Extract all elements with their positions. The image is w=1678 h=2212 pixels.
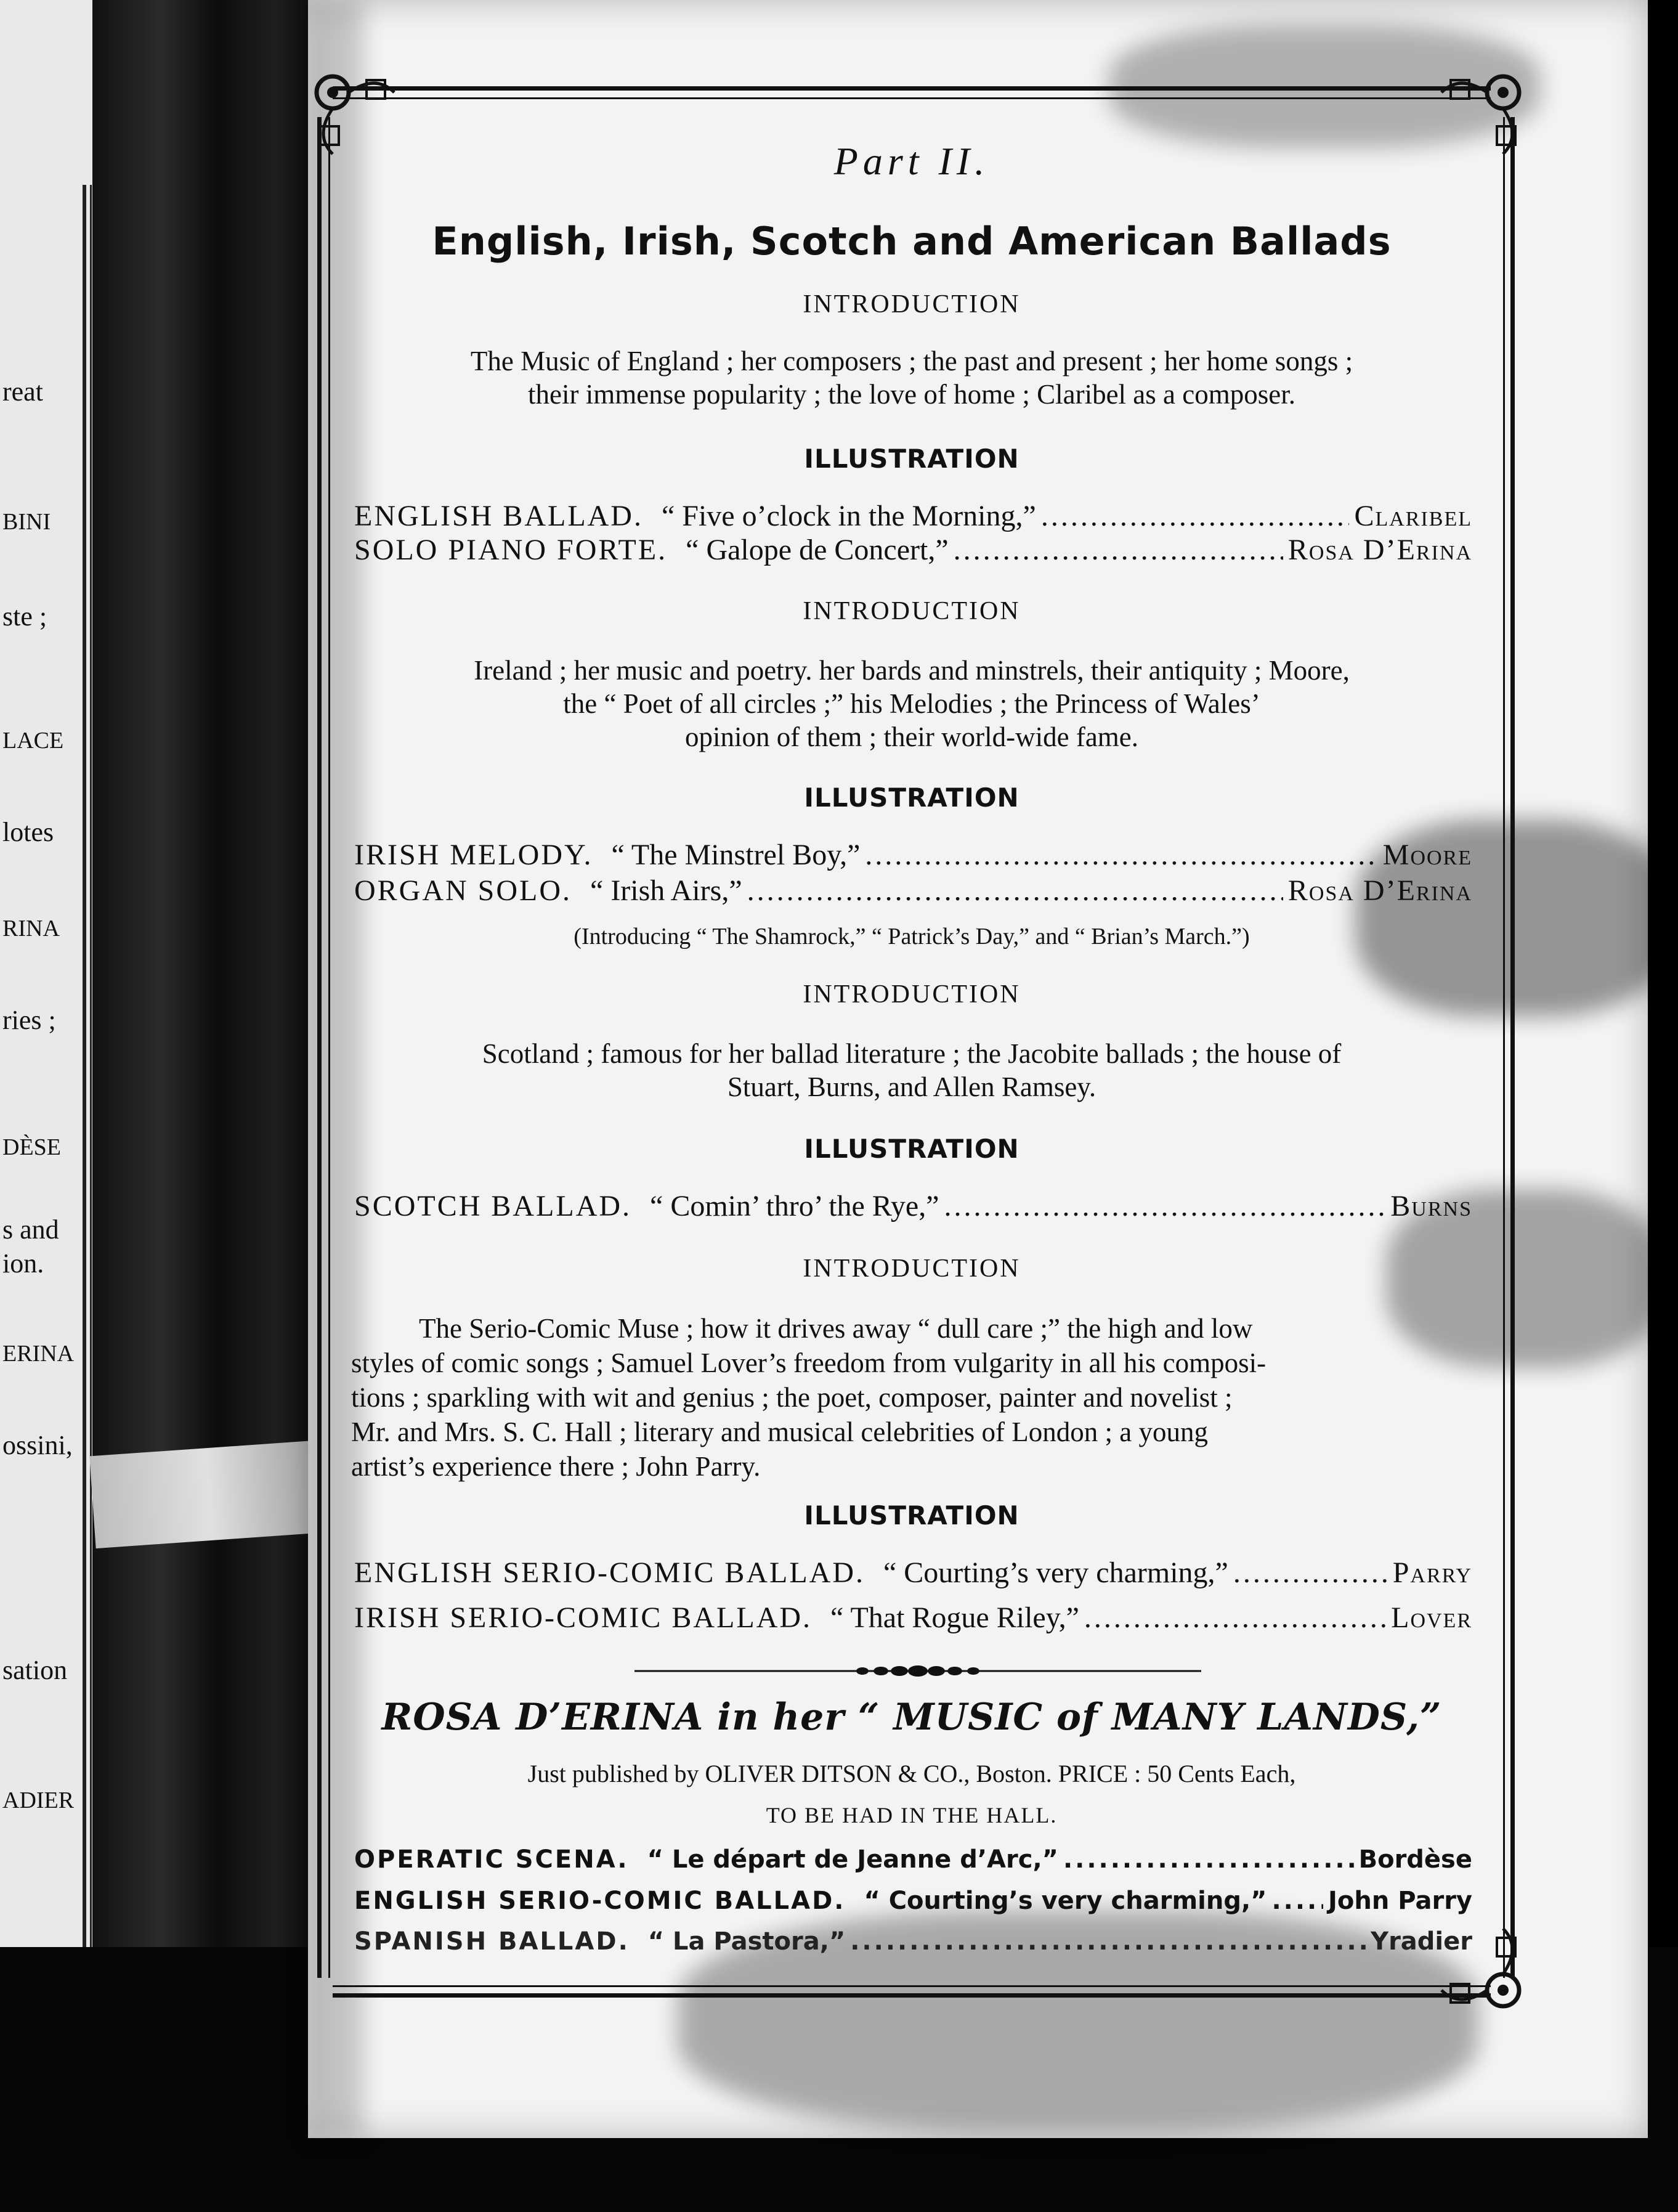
introduction-heading: INTRODUCTION xyxy=(803,980,1021,1009)
left-page-fragment-text: BINI xyxy=(2,509,51,535)
left-page-fragment-text: LACE xyxy=(2,728,64,754)
leader-dots xyxy=(850,1927,1366,1956)
left-page-fragment-text: s and xyxy=(2,1214,59,1245)
left-page-fragment-text: ion. xyxy=(2,1248,44,1279)
leader-dots xyxy=(747,874,1283,908)
item-kind: ENGLISH SERIO-COMIC BALLAD. xyxy=(354,1556,865,1589)
part-title: Part II. xyxy=(833,139,990,183)
leader-dots xyxy=(1271,1887,1323,1915)
illustration-heading: ILLUSTRATION xyxy=(804,1500,1019,1531)
item-kind: OPERATIC SCENA. xyxy=(354,1845,629,1874)
item-song: “ That Rogue Riley,” xyxy=(830,1601,1079,1634)
item-kind: SOLO PIANO FORTE. xyxy=(354,534,668,566)
program-item xyxy=(354,499,1472,533)
program-item xyxy=(354,838,1472,872)
advert-item xyxy=(354,1927,1472,1956)
item-song: “ Galope de Concert,” xyxy=(686,534,949,566)
leader-dots xyxy=(1084,1601,1386,1635)
item-composer: Rosa D’Erina xyxy=(1287,874,1472,907)
leader-dots xyxy=(944,1189,1386,1223)
item-composer: Burns xyxy=(1390,1190,1472,1222)
tape-strip xyxy=(89,1440,330,1548)
intro-text-line: tions ; sparkling with wit and genius ; the poet, composer, painter and novelist ; xyxy=(351,1382,1233,1413)
item-kind: ENGLISH BALLAD. xyxy=(354,500,643,532)
left-page-fragment-text: sation xyxy=(2,1655,68,1685)
intro-text-line: Stuart, Burns, and Allen Ramsey. xyxy=(727,1071,1096,1102)
intro-text-line: the “ Poet of all circles ;” his Melodies ; the Princess of Wales’ xyxy=(563,688,1260,719)
item-kind: ENGLISH SERIO-COMIC BALLAD. xyxy=(354,1887,846,1915)
publisher-line: Just published by OLIVER DITSON & CO., Boston. PRICE : 50 Cents Each, xyxy=(527,1760,1296,1787)
item-composer: John Parry xyxy=(1327,1887,1472,1915)
item-composer: Parry xyxy=(1392,1556,1472,1589)
left-page-fragment-text: reat xyxy=(2,376,43,407)
item-composer: Lover xyxy=(1391,1601,1472,1634)
introduction-heading: INTRODUCTION xyxy=(803,290,1021,319)
item-song: “ Five o’clock in the Morning,” xyxy=(661,500,1036,532)
leader-dots xyxy=(1233,1556,1388,1590)
item-kind: SCOTCH BALLAD. xyxy=(354,1190,632,1222)
left-page-fragment-text: DÈSE xyxy=(2,1134,61,1160)
program-item xyxy=(354,1556,1472,1590)
leader-dots xyxy=(1041,499,1350,533)
item-kind: IRISH SERIO-COMIC BALLAD. xyxy=(354,1601,813,1634)
item-composer: Rosa D’Erina xyxy=(1287,534,1472,566)
leader-dots xyxy=(865,838,1377,872)
intro-text-line: their immense popularity ; the love of home ; Claribel as a composer. xyxy=(528,379,1295,410)
item-song: “ Irish Airs,” xyxy=(590,874,742,907)
leader-dots xyxy=(1063,1845,1354,1874)
item-kind: IRISH MELODY. xyxy=(354,839,593,871)
left-page-fragment-text: ossini, xyxy=(2,1430,73,1460)
divider-ornament-icon xyxy=(634,1665,1201,1677)
illustration-heading: ILLUSTRATION xyxy=(804,444,1019,474)
left-page-fragment-text: ries ; xyxy=(2,1005,56,1035)
book-gutter xyxy=(92,0,320,2208)
introduction-heading: INTRODUCTION xyxy=(803,1254,1021,1283)
program-item xyxy=(354,533,1472,567)
item-song: “ Le départ de Jeanne d’Arc,” xyxy=(647,1845,1058,1874)
intro-text-line: artist’s experience there ; John Parry. xyxy=(351,1451,761,1482)
item-song: “ The Minstrel Boy,” xyxy=(611,839,861,871)
advert-heading: ROSA D’ERINA in her “ MUSIC of MANY LANDS,” xyxy=(381,1696,1442,1739)
program-item xyxy=(354,1601,1472,1635)
leader-dots xyxy=(954,533,1283,567)
left-page-fragment xyxy=(0,0,92,1959)
left-page-fragment-text: ADIER xyxy=(2,1787,75,1813)
item-song: “ La Pastora,” xyxy=(647,1927,846,1956)
intro-text-line: Ireland ; her music and poetry. her bards and minstrels, their antiquity ; Moore, xyxy=(474,655,1350,686)
intro-text-line: The Serio-Comic Muse ; how it drives away “ dull care ;” the high and low xyxy=(419,1313,1253,1344)
illustration-heading: ILLUSTRATION xyxy=(804,783,1019,813)
item-song: “ Courting’s very charming,” xyxy=(864,1887,1267,1915)
hall-line: TO BE HAD IN THE HALL. xyxy=(766,1803,1058,1828)
illustration-heading: ILLUSTRATION xyxy=(804,1134,1019,1164)
organ-solo-note: (Introducing “ The Shamrock,” “ Patrick’s Day,” and “ Brian’s March.”) xyxy=(574,924,1250,949)
left-page-fragment-text: ERINA xyxy=(2,1341,75,1367)
item-song: “ Comin’ thro’ the Rye,” xyxy=(650,1190,939,1222)
program-item xyxy=(354,1189,1472,1223)
advert-item xyxy=(354,1887,1472,1915)
left-page-fragment-text: ste ; xyxy=(2,601,47,632)
introduction-heading: INTRODUCTION xyxy=(803,597,1021,625)
intro-text-line: Mr. and Mrs. S. C. Hall ; literary and musical celebrities of London ; a young xyxy=(351,1417,1208,1447)
intro-text-line: styles of comic songs ; Samuel Lover’s freedom from vulgarity in all his composi- xyxy=(351,1348,1267,1378)
item-song: “ Courting’s very charming,” xyxy=(883,1556,1228,1589)
intro-text-line: Scotland ; famous for her ballad literature ; the Jacobite ballads ; the house of xyxy=(482,1038,1342,1069)
item-composer: Claribel xyxy=(1354,500,1472,532)
item-composer: Bordèse xyxy=(1358,1845,1472,1874)
program-item xyxy=(354,874,1472,908)
main-heading: English, Irish, Scotch and American Ballads xyxy=(432,219,1392,264)
intro-text-line: opinion of them ; their world-wide fame. xyxy=(684,722,1139,752)
left-page-fragment-text: lotes xyxy=(2,817,54,847)
item-kind: ORGAN SOLO. xyxy=(354,874,572,907)
intro-text-line: The Music of England ; her composers ; the past and present ; her home songs ; xyxy=(470,346,1353,376)
item-composer: Yradier xyxy=(1371,1927,1472,1956)
item-kind: SPANISH BALLAD. xyxy=(354,1927,630,1956)
left-page-fragment-text: RINA xyxy=(2,916,60,941)
item-composer: Moore xyxy=(1382,839,1472,871)
advert-item xyxy=(354,1845,1472,1874)
